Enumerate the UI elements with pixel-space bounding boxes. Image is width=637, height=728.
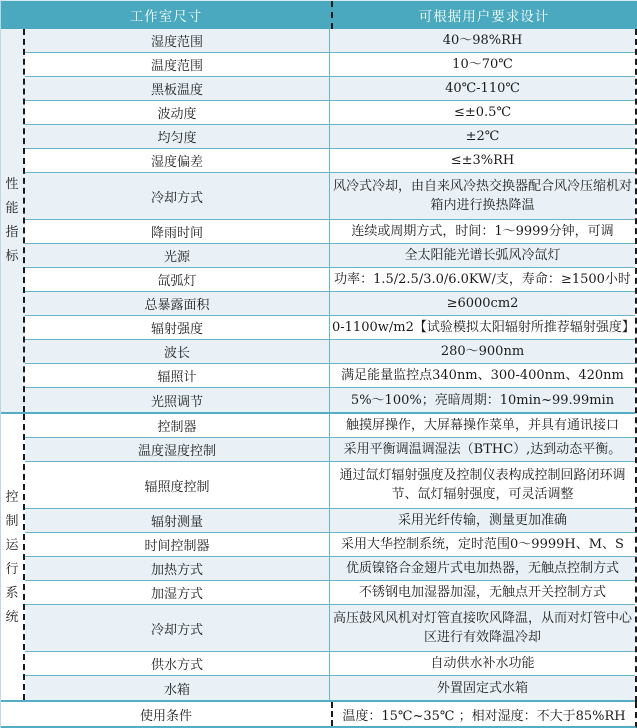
spec-label: 湿度范围 <box>150 35 203 50</box>
spec-label: 温度湿度控制 <box>137 444 216 459</box>
spec-row <box>25 125 635 149</box>
group-char: 标 <box>5 249 19 264</box>
spec-value: 采用平衡调温调湿法（BTHC）,达到动态平衡。 <box>329 438 635 461</box>
spec-value: 10～70℃ <box>329 53 635 76</box>
spec-value: ±2℃ <box>329 125 635 148</box>
spec-value: 满足能量监控点340nm、300-400nm、420nm <box>329 364 635 387</box>
spec-label: 水箱 <box>163 682 190 698</box>
spec-label: 降雨时间 <box>150 226 203 241</box>
spec-row <box>25 676 635 700</box>
group-char: 指 <box>5 225 19 240</box>
table-body <box>1 29 637 702</box>
spec-label: 波动度 <box>157 107 197 122</box>
footer-row <box>1 702 637 728</box>
spec-value: 功率：1.5/2.5/3.0/6.0KW/支，寿命：≥1500小时 <box>329 268 635 291</box>
spec-label: 冷却方式 <box>150 190 203 206</box>
spec-row <box>25 605 635 652</box>
spec-value: 自动供水补水功能 <box>329 652 635 675</box>
group-char: 性 <box>5 177 19 192</box>
spec-row <box>25 77 635 101</box>
spec-label: 湿度偏差 <box>150 155 203 170</box>
spec-label: 总暴露面积 <box>144 298 210 313</box>
spec-label: 时间控制器 <box>144 539 210 554</box>
section-0 <box>1 29 635 414</box>
spec-row <box>25 340 635 364</box>
spec-value: 40～98%RH <box>329 29 635 52</box>
group-char: 系 <box>5 585 19 601</box>
spec-value: ≤±0.5℃ <box>329 101 635 124</box>
group-label <box>1 414 25 700</box>
spec-row <box>25 101 635 125</box>
group-char: 统 <box>5 609 19 625</box>
spec-row <box>25 29 635 53</box>
spec-value: 不锈钢电加湿器加湿，无触点开关控制方式 <box>329 581 635 604</box>
spec-label: 辐照度控制 <box>144 479 210 495</box>
footer-value: 温度：15℃~35℃ ；相对湿度：不大于85%RH <box>331 702 635 726</box>
section-rows <box>25 29 635 412</box>
spec-label: 波长 <box>163 346 190 361</box>
spec-row <box>25 438 635 462</box>
table-header-row <box>1 1 637 29</box>
spec-row <box>25 244 635 268</box>
group-label <box>1 29 25 412</box>
footer-label: 使用条件 <box>139 708 192 724</box>
spec-label: 辐射强度 <box>150 322 203 337</box>
spec-label: 均匀度 <box>157 131 197 146</box>
group-char: 能 <box>5 201 19 216</box>
spec-row <box>25 581 635 605</box>
spec-row <box>25 509 635 533</box>
spec-value: 40℃-110℃ <box>329 77 635 100</box>
spec-row <box>25 414 635 438</box>
spec-label: 供水方式 <box>150 658 203 673</box>
spec-value: 连续或周期方式，时间：1～9999分钟，可调 <box>329 220 635 243</box>
spec-value: 外置固定式水箱 <box>329 676 635 700</box>
spec-row <box>25 316 635 340</box>
spec-label: 氙弧灯 <box>157 274 197 289</box>
spec-label: 加热方式 <box>150 563 203 578</box>
spec-value: 采用光纤传输，测量更加准确 <box>329 509 635 532</box>
spec-value: 280～900nm <box>329 340 635 363</box>
spec-row <box>25 53 635 77</box>
spec-row <box>25 268 635 292</box>
spec-label: 辐照计 <box>157 370 197 385</box>
spec-row <box>25 364 635 388</box>
spec-label: 控制器 <box>157 420 197 435</box>
header-cell-right: 可根据用户要求设计 <box>331 1 635 29</box>
spec-value: 0-1100w/m2【试验模拟太阳辐射所推荐辐射强度】 <box>329 316 635 339</box>
spec-label: 温度范围 <box>150 59 203 74</box>
spec-label: 光源 <box>163 250 190 265</box>
spec-value: ≥6000cm2 <box>329 292 635 315</box>
spec-value: 采用大华控制系统，定时范围0～9999H、M、S <box>329 533 635 556</box>
spec-value: 高压鼓风风机对灯管直接吹风降温，从而对灯管中心区进行有效降温冷却 <box>329 605 635 651</box>
section-rows <box>25 414 635 700</box>
spec-label: 黑板温度 <box>150 83 203 98</box>
group-char: 制 <box>5 513 19 529</box>
spec-value: 5%～100%；亮暗周期：10min~99.99min <box>329 388 635 412</box>
spec-value: 触摸屏操作，大屏幕操作菜单，并具有通讯接口 <box>329 414 635 437</box>
group-char: 行 <box>5 561 19 577</box>
spec-row <box>25 173 635 220</box>
spec-value: 风冷式冷却，由自来风冷热交换器配合风冷压缩机对箱内进行换热降温 <box>329 173 635 219</box>
spec-row <box>25 292 635 316</box>
spec-row <box>25 533 635 557</box>
spec-label: 光照调节 <box>150 394 203 410</box>
spec-value: ≤±3%RH <box>329 149 635 172</box>
header-cell-left: 工作室尺寸 <box>129 9 203 25</box>
spec-value: 优质镍铬合金翅片式电加热器，无触点控制方式 <box>329 557 635 580</box>
spec-value: 通过氙灯辐射强度及控制仪表构成控制回路闭环调节、氙灯辐射强度，可灵活调整 <box>329 462 635 508</box>
section-1 <box>1 414 635 702</box>
spec-label: 辐射测量 <box>150 515 203 530</box>
spec-row <box>25 557 635 581</box>
spec-label: 冷却方式 <box>150 622 203 638</box>
spec-row <box>25 462 635 509</box>
spec-row <box>25 220 635 244</box>
spec-value: 全太阳能光谱长弧风冷氙灯 <box>329 244 635 267</box>
spec-row <box>25 388 635 412</box>
group-char: 控 <box>5 489 19 505</box>
group-char: 运 <box>5 537 19 553</box>
spec-row <box>25 149 635 173</box>
spec-row <box>25 652 635 676</box>
spec-label: 加湿方式 <box>150 587 203 602</box>
